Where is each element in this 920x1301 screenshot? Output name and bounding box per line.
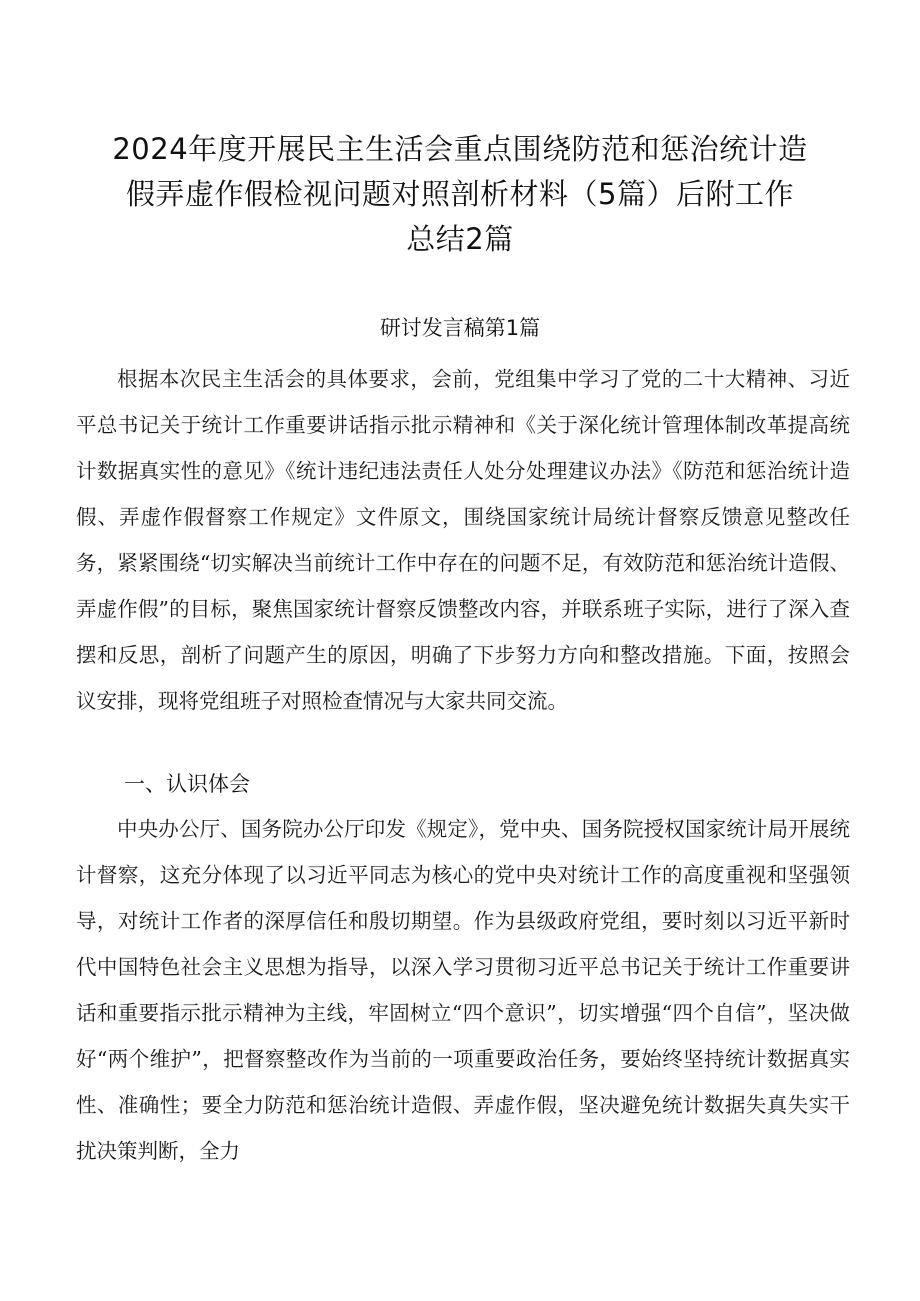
- title-line-1: 2024年度开展民主生活会重点围绕防范和惩治统计造: [112, 132, 808, 167]
- body-paragraph-2: 中央办公厅、国务院办公厅印发《规定》，党中央、国务院授权国家统计局开展统计督察，这充分体现了以习近平同志为核心的党中央对统计工作的高度重视和坚强领导，对统计工作者的深厚信任和殷切期望。作为县级政府党组，要时刻以习近平新时代中国特色社会主义思想为指导，以深入学习贯彻习近平总书记关于统计工作重要讲话和重要指示批示精神为主线，牢固树立“四个意识”，切实增强“四个自信”，坚决做好“两个维护”，把督察整改作为当前的一项重要政治任务，要始终坚持统计数据真实性、准确性；要全力防范和惩治统计造假、弄虚作假，坚决避免统计数据失真失实干扰决策判断，全力: [76, 817, 850, 1163]
- document-title: [90, 127, 830, 262]
- body-paragraph-1: 根据本次民主生活会的具体要求，会前，党组集中学习了党的二十大精神、习近平总书记关于统计工作重要讲话指示批示精神和《关于深化统计管理体制改革提高统计数据真实性的意见》《统计违纪违法责任人处分处理建议办法》《防范和惩治统计造假、弄虚作假督察工作规定》文件原文，围绕国家统计局统计督察反馈意见整改任务，紧紧围绕“切实解决当前统计工作中存在的问题不足，有效防范和惩治统计造假、弄虚作假”的目标，聚焦国家统计督察反馈整改内容，并联系班子实际，进行了深入查摆和反思，剖析了问题产生的原因，明确了下步努力方向和整改措施。下面，按照会议安排，现将党组班子对照检查情况与大家共同交流。: [76, 367, 850, 713]
- title-line-3: 总结2篇: [406, 222, 514, 257]
- sub-heading-recognition: 一、认识体会: [124, 772, 250, 796]
- section-heading: 研讨发言稿第1篇: [379, 316, 541, 340]
- title-line-2: 假弄虚作假检视问题对照剖析材料（5篇）后附工作: [126, 177, 794, 212]
